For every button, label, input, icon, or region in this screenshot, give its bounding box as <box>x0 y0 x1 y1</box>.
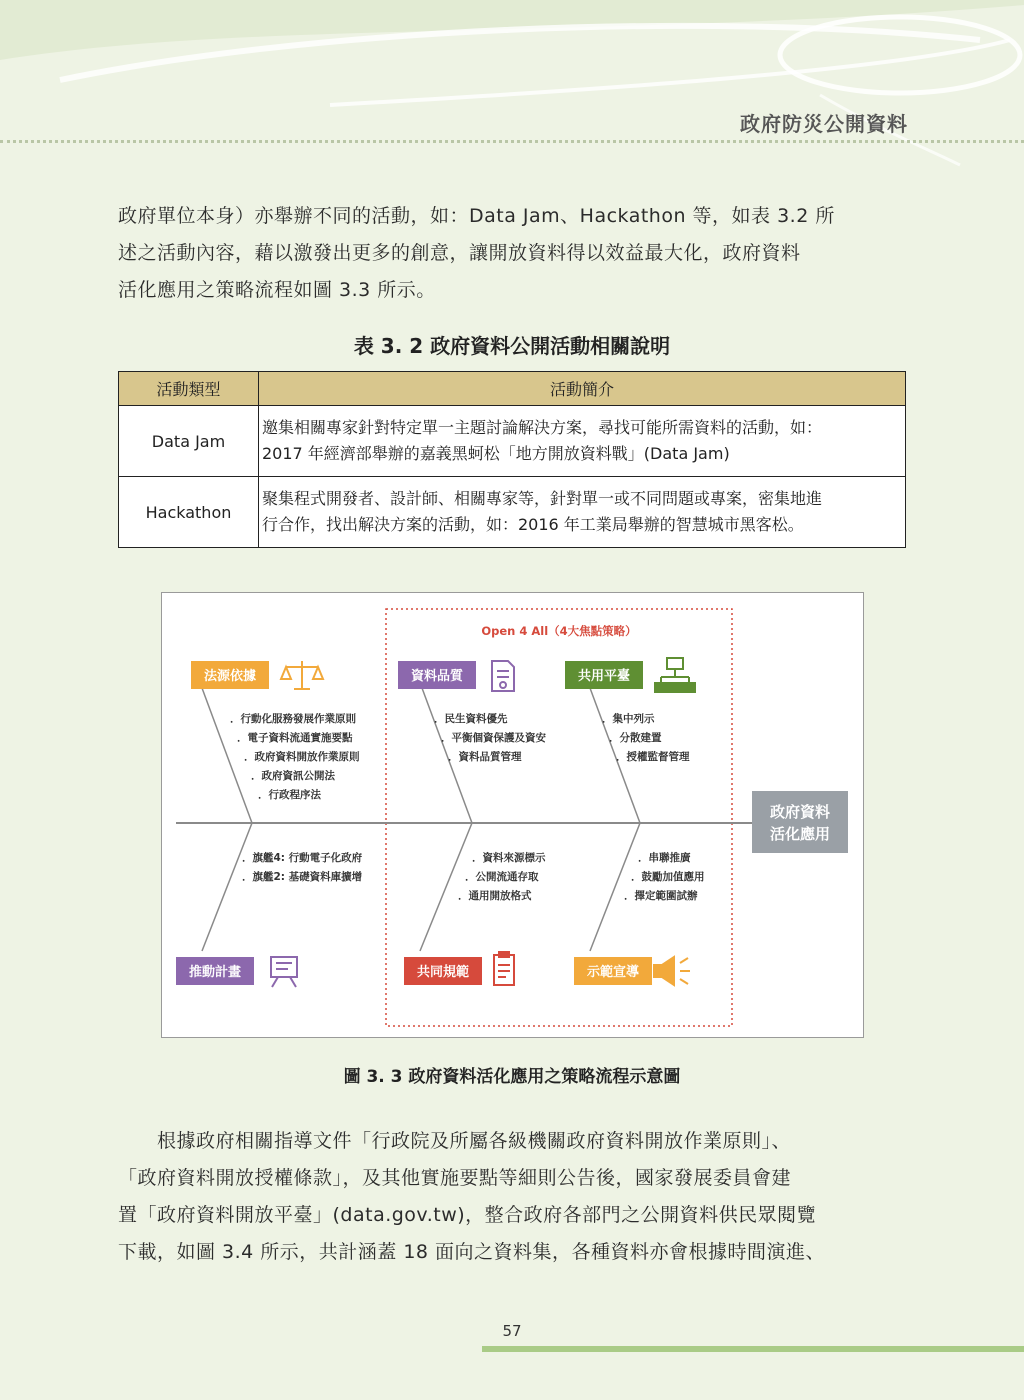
branch-item: ．串聯推廣 <box>638 852 691 864</box>
branch-shared-platform <box>565 658 695 763</box>
branch-label: 資料品質 <box>410 669 464 684</box>
bone-line <box>202 823 252 951</box>
branch-item: ．分散建置 <box>609 732 662 744</box>
figure-caption: 圖 3. 3 政府資料活化應用之策略流程示意圖 <box>343 1067 681 1087</box>
branch-item: ．行動化服務發展作業原則 <box>230 713 356 725</box>
goal-line: 活化應用 <box>769 825 831 843</box>
header-divider <box>0 140 1024 143</box>
branch-item: ．電子資料流通實施要點 <box>237 732 353 744</box>
branch-legal-basis <box>191 661 360 801</box>
group-title: Open 4 All（4大焦點策略） <box>481 624 637 638</box>
body-paragraph-1 <box>118 198 908 309</box>
clipboard-icon <box>494 952 514 985</box>
branch-item: ．擇定範圍試辦 <box>624 890 698 902</box>
branch-item: ．政府資料開放作業原則 <box>244 751 360 763</box>
branch-promotion-plan <box>176 851 363 987</box>
paragraph-line: 「政府資料開放授權條款」，及其他實施要點等細則公告後，國家發展委員會建 <box>118 1167 792 1189</box>
paragraph-line: 下載，如圖 3.4 所示，共計涵蓋 18 面向之資料集，各種資料亦會根據時間演進、 <box>118 1241 826 1263</box>
goal-box <box>752 791 848 853</box>
section-title: 政府防災公開資料 <box>740 112 908 136</box>
paragraph-line: 政府單位本身）亦舉辦不同的活動，如：Data Jam、Hackathon 等，如表 3.2 所 <box>118 205 835 227</box>
branch-label: 示範宣導 <box>586 965 640 980</box>
megaphone-icon <box>654 957 690 985</box>
table-row <box>119 477 906 548</box>
branch-label: 共用平臺 <box>577 669 631 684</box>
header-swoosh-decoration <box>0 0 1024 170</box>
branch-item: ．集中列示 <box>602 713 655 725</box>
branch-label: 共同規範 <box>416 965 470 980</box>
activity-desc-cell <box>259 406 906 477</box>
branch-item: ．行政程序法 <box>258 789 321 801</box>
branch-item: ．旗艦4: 行動電子化政府 <box>242 852 363 864</box>
table-title: 表 3. 2 政府資料公開活動相關說明 <box>353 334 671 358</box>
goal-line: 政府資料 <box>769 803 831 821</box>
branch-item: ．民生資料優先 <box>434 713 508 725</box>
activity-table <box>118 371 906 548</box>
column-header-desc: 活動簡介 <box>259 372 906 406</box>
bone-line <box>590 823 640 951</box>
paragraph-line: 述之活動內容，藉以激發出更多的創意，讓開放資料得以效益最大化，政府資料 <box>118 242 801 264</box>
branch-item: ．旗艦2: 基礎資料庫擴增 <box>242 871 363 883</box>
table-row <box>119 406 906 477</box>
document-badge-icon <box>492 661 514 691</box>
branch-item: ．資料品質管理 <box>448 751 522 763</box>
bone-line <box>420 823 472 951</box>
page-number: 57 <box>502 1322 522 1340</box>
column-header-type: 活動類型 <box>119 372 259 406</box>
presentation-board-icon <box>271 957 297 987</box>
paragraph-line: 根據政府相關指導文件「行政院及所屬各級機關政府資料開放作業原則」、 <box>118 1130 792 1152</box>
body-paragraph-2 <box>118 1123 908 1271</box>
branch-item: ．資料來源標示 <box>472 852 546 864</box>
footer-bar <box>482 1346 1024 1352</box>
paragraph-line: 置「政府資料開放平臺」(data.gov.tw)，整合政府各部門之公開資料供民眾閱覽 <box>118 1204 817 1226</box>
branch-item: ．鼓勵加值應用 <box>631 871 705 883</box>
desc-line: 邀集相關專家針對特定單一主題討論解決方案，尋找可能所需資料的活動，如： <box>262 418 823 437</box>
table-header-row <box>119 372 906 406</box>
branch-item: ．通用開放格式 <box>458 890 532 902</box>
branch-label: 推動計畫 <box>188 965 242 980</box>
branch-item: ．平衡個資保護及資安 <box>441 732 546 744</box>
scales-icon <box>281 661 323 689</box>
branch-common-standards <box>404 851 546 985</box>
desc-line: 行合作，找出解決方案的活動，如：2016 年工業局舉辦的智慧城市黑客松。 <box>262 515 804 534</box>
branch-data-quality <box>398 661 546 763</box>
desc-line: 聚集程式開發者、設計師、相關專家等，針對單一或不同問題或專案，密集地進 <box>262 489 823 508</box>
desc-line: 2017 年經濟部舉辦的嘉義黑蚵松「地方開放資料戰」(Data Jam) <box>262 444 730 463</box>
branch-label: 法源依據 <box>203 669 257 684</box>
activity-type-cell: Hackathon <box>119 477 259 548</box>
activity-type-cell: Data Jam <box>119 406 259 477</box>
strategy-fishbone-diagram <box>161 592 864 1038</box>
branch-demonstration-promotion <box>574 851 705 985</box>
paragraph-line: 活化應用之策略流程如圖 3.3 所示。 <box>118 279 436 301</box>
branch-item: ．公開流通存取 <box>465 871 539 883</box>
activity-desc-cell <box>259 477 906 548</box>
branch-item: ．授權監督管理 <box>616 751 690 763</box>
network-icon <box>655 658 695 692</box>
branch-item: ．政府資訊公開法 <box>251 770 335 782</box>
